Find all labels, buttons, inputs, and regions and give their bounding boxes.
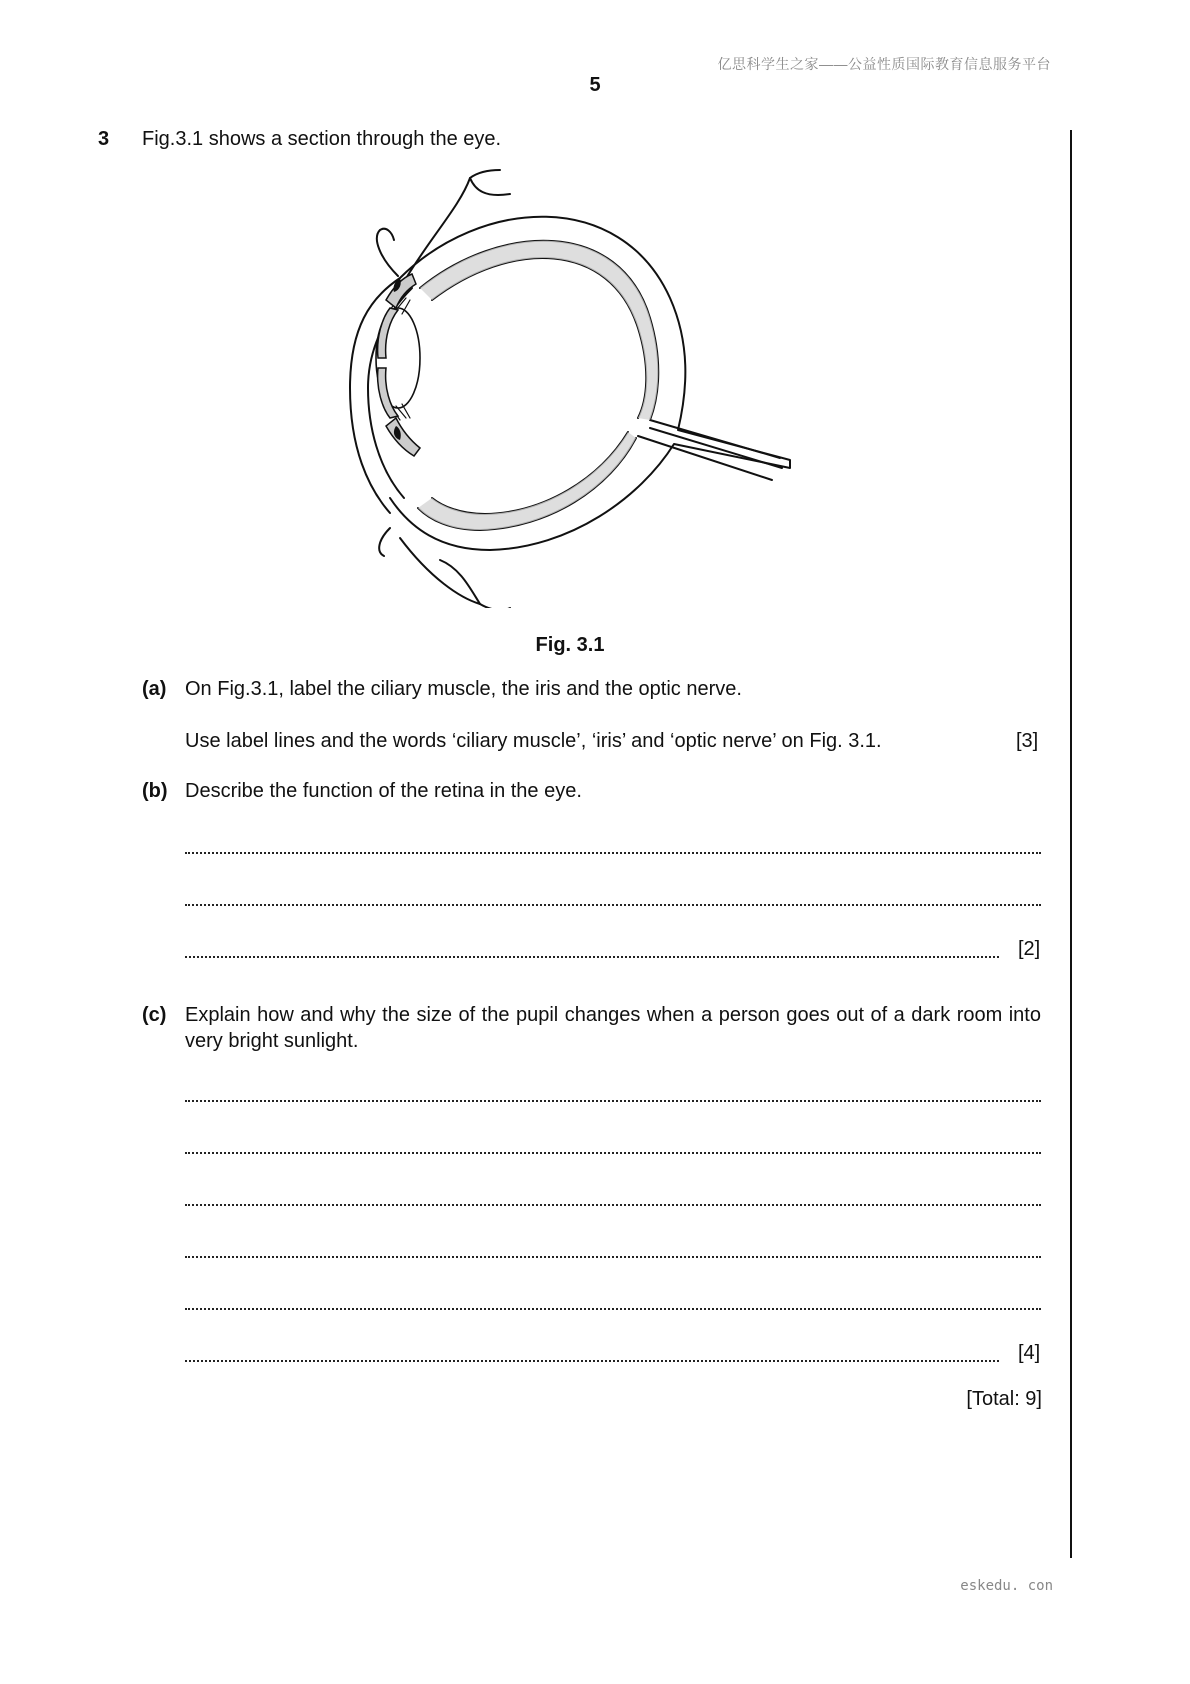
part-b-marks: [2] (1018, 938, 1041, 960)
ciliary-body-lower (386, 418, 420, 456)
part-b-label: (b) (142, 780, 168, 802)
margin-rule (1070, 130, 1072, 1558)
part-a-label: (a) (142, 678, 167, 700)
answer-line-c-1[interactable] (185, 1100, 1041, 1102)
choroid-shading (420, 241, 658, 420)
answer-line-b-1[interactable] (185, 852, 1041, 854)
muscle-strand-top-2 (470, 170, 500, 178)
answer-line-c-5[interactable] (185, 1308, 1041, 1310)
question-number: 3 (98, 128, 110, 150)
muscle-strand-bottom-4 (379, 528, 390, 556)
iris-lower (378, 368, 398, 418)
header-watermark: 亿思科学生之家——公益性质国际教育信息服务平台 (717, 56, 1051, 72)
part-b-text: Describe the function of the retina in the eye. (185, 780, 582, 802)
muscle-strand-bottom-2 (480, 604, 510, 608)
part-a-text: On Fig.3.1, label the ciliary muscle, the iris and the optic nerve. (185, 678, 742, 700)
ciliary-body-upper (386, 274, 416, 308)
answer-line-c-2[interactable] (185, 1152, 1041, 1154)
muscle-strand-top-3 (470, 178, 510, 195)
muscle-strand-top-4 (377, 229, 398, 276)
answer-line-c-6[interactable] (185, 1360, 999, 1362)
muscle-strand-bottom-3 (440, 560, 480, 604)
part-c-label: (c) (142, 1004, 167, 1026)
eye-section-diagram (320, 168, 820, 608)
footer-watermark: eskedu. con (960, 1578, 1053, 1594)
total-marks: [Total: 9] (966, 1388, 1042, 1410)
answer-line-c-3[interactable] (185, 1204, 1041, 1206)
answer-line-b-3[interactable] (185, 956, 999, 958)
part-a-marks: [3] (1016, 730, 1039, 752)
answer-line-c-4[interactable] (185, 1256, 1041, 1258)
page-number: 5 (589, 74, 601, 96)
part-c-text: Explain how and why the size of the pupil changes when a person goes out of a dark room into very bright sunlight. (185, 1004, 1041, 1052)
figure-caption: Fig. 3.1 (535, 634, 605, 656)
part-a-instruction: Use label lines and the words ‘ciliary muscle’, ‘iris’ and ‘optic nerve’ on Fig. 3.1. (185, 730, 882, 752)
question-intro: Fig.3.1 shows a section through the eye. (142, 128, 502, 150)
answer-line-b-2[interactable] (185, 904, 1041, 906)
part-c-marks: [4] (1018, 1342, 1041, 1364)
iris-upper (378, 308, 398, 358)
